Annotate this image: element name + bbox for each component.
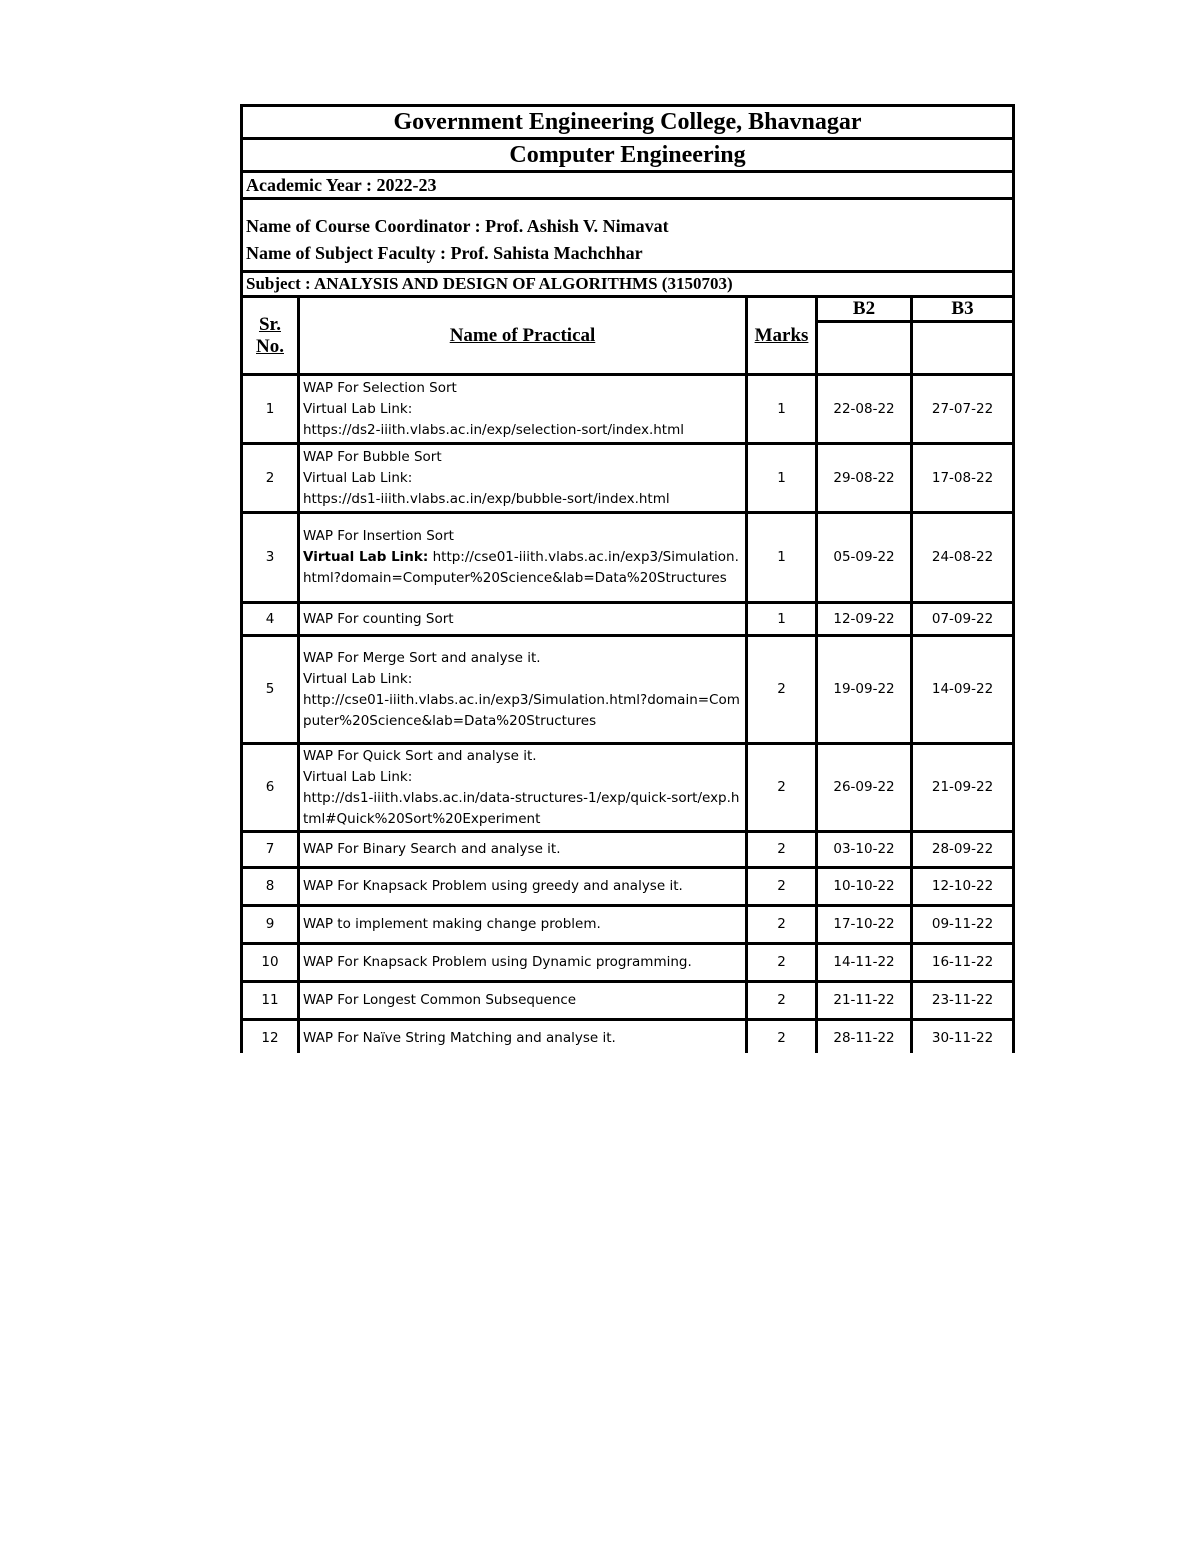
marks-cell: 2 (747, 982, 817, 1020)
sr-no-cell: 1 (242, 375, 299, 444)
table-row (242, 603, 1014, 636)
sr-no-cell: 9 (242, 906, 299, 944)
b3-date-cell: 30-11-22 (912, 1020, 1014, 1058)
practical-name-cell (299, 1020, 747, 1058)
marks-header: Marks (747, 297, 817, 375)
virtual-lab-link[interactable]: https://ds2-iiith.vlabs.ac.in/exp/selection-sort/index.html (303, 421, 684, 438)
b3-date-cell: 07-09-22 (912, 603, 1014, 636)
marks-cell: 1 (747, 375, 817, 444)
college-title: Government Engineering College, Bhavnagar (242, 106, 1014, 139)
practical-title: WAP to implement making change problem. (303, 916, 601, 932)
b2-date-cell: 12-09-22 (817, 603, 912, 636)
practical-name-cell (299, 906, 747, 944)
virtual-lab-label: Virtual Lab Link: (303, 400, 413, 417)
practical-name-header: Name of Practical (299, 297, 747, 375)
b2-date-cell: 19-09-22 (817, 636, 912, 744)
b3-date-cell: 16-11-22 (912, 944, 1014, 982)
virtual-lab-block (303, 767, 742, 830)
table-row (242, 444, 1014, 513)
table-row (242, 982, 1014, 1020)
sr-no-cell: 4 (242, 603, 299, 636)
table-row (242, 868, 1014, 906)
table-row (242, 375, 1014, 444)
practical-name-cell (299, 944, 747, 982)
b2-date-cell: 28-11-22 (817, 1020, 912, 1058)
b3-date-cell: 24-08-22 (912, 513, 1014, 603)
b2-date-cell: 21-11-22 (817, 982, 912, 1020)
b3-blank-cell (912, 322, 1014, 375)
table-row (242, 944, 1014, 982)
b2-date-cell: 22-08-22 (817, 375, 912, 444)
table-row (242, 513, 1014, 603)
academic-year: Academic Year : 2022-23 (242, 172, 1014, 199)
practical-title: WAP For Longest Common Subsequence (303, 992, 577, 1008)
practical-name-cell (299, 444, 747, 513)
sr-no-cell: 6 (242, 744, 299, 832)
sr-no-cell: 8 (242, 868, 299, 906)
b2-date-cell: 10-10-22 (817, 868, 912, 906)
marks-cell: 2 (747, 944, 817, 982)
practical-title: WAP For Merge Sort and analyse it. (303, 649, 541, 666)
b2-date-cell: 29-08-22 (817, 444, 912, 513)
marks-cell: 2 (747, 636, 817, 744)
virtual-lab-link[interactable]: http://cse01-iiith.vlabs.ac.in/exp3/Simulation.html?domain=Computer%20Science&lab=Data%20Structures (303, 549, 739, 586)
marks-cell: 2 (747, 906, 817, 944)
b3-date-cell: 27-07-22 (912, 375, 1014, 444)
course-coordinator: Name of Course Coordinator : Prof. Ashish V. Nimavat (246, 216, 669, 236)
practical-name-cell (299, 513, 747, 603)
sr-no-header-line2: No. (256, 335, 284, 357)
batch-b2-header: B2 (817, 297, 912, 322)
virtual-lab-link[interactable]: https://ds1-iiith.vlabs.ac.in/exp/bubble-sort/index.html (303, 490, 670, 507)
b2-date-cell: 17-10-22 (817, 906, 912, 944)
practical-name-cell (299, 375, 747, 444)
subject-name: Subject : ANALYSIS AND DESIGN OF ALGORITHMS (3150703) (242, 272, 1014, 297)
sr-no-cell: 11 (242, 982, 299, 1020)
column-header-row (242, 297, 1014, 322)
table-row (242, 744, 1014, 832)
practical-title: WAP For Bubble Sort (303, 448, 442, 465)
b2-date-cell: 03-10-22 (817, 832, 912, 868)
faculty-info-row (242, 199, 1014, 272)
practical-title: WAP For Quick Sort and analyse it. (303, 747, 537, 764)
virtual-lab-label: Virtual Lab Link: (303, 768, 413, 785)
practical-table (240, 104, 1015, 1112)
b2-date-cell: 26-09-22 (817, 744, 912, 832)
table-row (242, 906, 1014, 944)
practical-name-cell (299, 982, 747, 1020)
b2-date-cell: 05-09-22 (817, 513, 912, 603)
b2-date-cell: 14-11-22 (817, 944, 912, 982)
practical-name-cell (299, 744, 747, 832)
virtual-lab-block (303, 547, 742, 589)
subject-row (242, 272, 1014, 297)
table-row (242, 636, 1014, 744)
b3-date-cell: 09-11-22 (912, 906, 1014, 944)
sr-no-cell: 5 (242, 636, 299, 744)
practical-title: WAP For Insertion Sort (303, 528, 454, 544)
sr-no-cell: 10 (242, 944, 299, 982)
practical-name-cell (299, 636, 747, 744)
b3-date-cell: 14-09-22 (912, 636, 1014, 744)
practical-name-cell (299, 603, 747, 636)
virtual-lab-link[interactable]: http://ds1-iiith.vlabs.ac.in/data-structures-1/exp/quick-sort/exp.html#Quick%20Sort%20Experiment (303, 789, 740, 827)
academic-year-row (242, 172, 1014, 199)
department-title: Computer Engineering (242, 139, 1014, 172)
marks-cell: 1 (747, 603, 817, 636)
practical-title: WAP For Binary Search and analyse it. (303, 841, 561, 857)
marks-cell: 2 (747, 868, 817, 906)
virtual-lab-label: Virtual Lab Link: (303, 549, 429, 565)
b2-blank-cell (817, 322, 912, 375)
practical-title: WAP For Naïve String Matching and analyse it. (303, 1030, 616, 1046)
practical-name-cell (299, 868, 747, 906)
b3-date-cell: 21-09-22 (912, 744, 1014, 832)
page-blank-area (0, 1053, 1200, 1553)
college-row (242, 106, 1014, 139)
department-row (242, 139, 1014, 172)
practical-title: WAP For Knapsack Problem using Dynamic programming. (303, 954, 692, 970)
b3-date-cell: 23-11-22 (912, 982, 1014, 1020)
b3-date-cell: 17-08-22 (912, 444, 1014, 513)
marks-cell: 1 (747, 513, 817, 603)
table-row (242, 832, 1014, 868)
subject-faculty: Name of Subject Faculty : Prof. Sahista Machchhar (246, 243, 643, 263)
marks-cell: 1 (747, 444, 817, 513)
virtual-lab-label: Virtual Lab Link: (303, 670, 413, 687)
b3-date-cell: 12-10-22 (912, 868, 1014, 906)
marks-cell: 2 (747, 1020, 817, 1058)
marks-cell: 2 (747, 744, 817, 832)
sr-no-cell: 3 (242, 513, 299, 603)
sr-no-cell: 2 (242, 444, 299, 513)
virtual-lab-link[interactable]: http://cse01-iiith.vlabs.ac.in/exp3/Simulation.html?domain=Computer%20Science&lab=Data%20Structures (303, 691, 740, 729)
table-row (242, 1020, 1014, 1058)
sr-no-header (242, 297, 299, 375)
sr-no-cell: 7 (242, 832, 299, 868)
marks-cell: 2 (747, 832, 817, 868)
practical-title: WAP For Knapsack Problem using greedy and analyse it. (303, 878, 683, 894)
practical-title: WAP For Selection Sort (303, 379, 457, 396)
sr-no-cell: 12 (242, 1020, 299, 1058)
practical-title: WAP For counting Sort (303, 610, 454, 627)
practical-name-cell (299, 832, 747, 868)
practical-schedule-sheet (240, 104, 1012, 1112)
sr-no-header-line1: Sr. (258, 313, 281, 335)
b3-date-cell: 28-09-22 (912, 832, 1014, 868)
virtual-lab-label: Virtual Lab Link: (303, 469, 413, 486)
virtual-lab-block (303, 669, 742, 732)
batch-b3-header: B3 (912, 297, 1014, 322)
